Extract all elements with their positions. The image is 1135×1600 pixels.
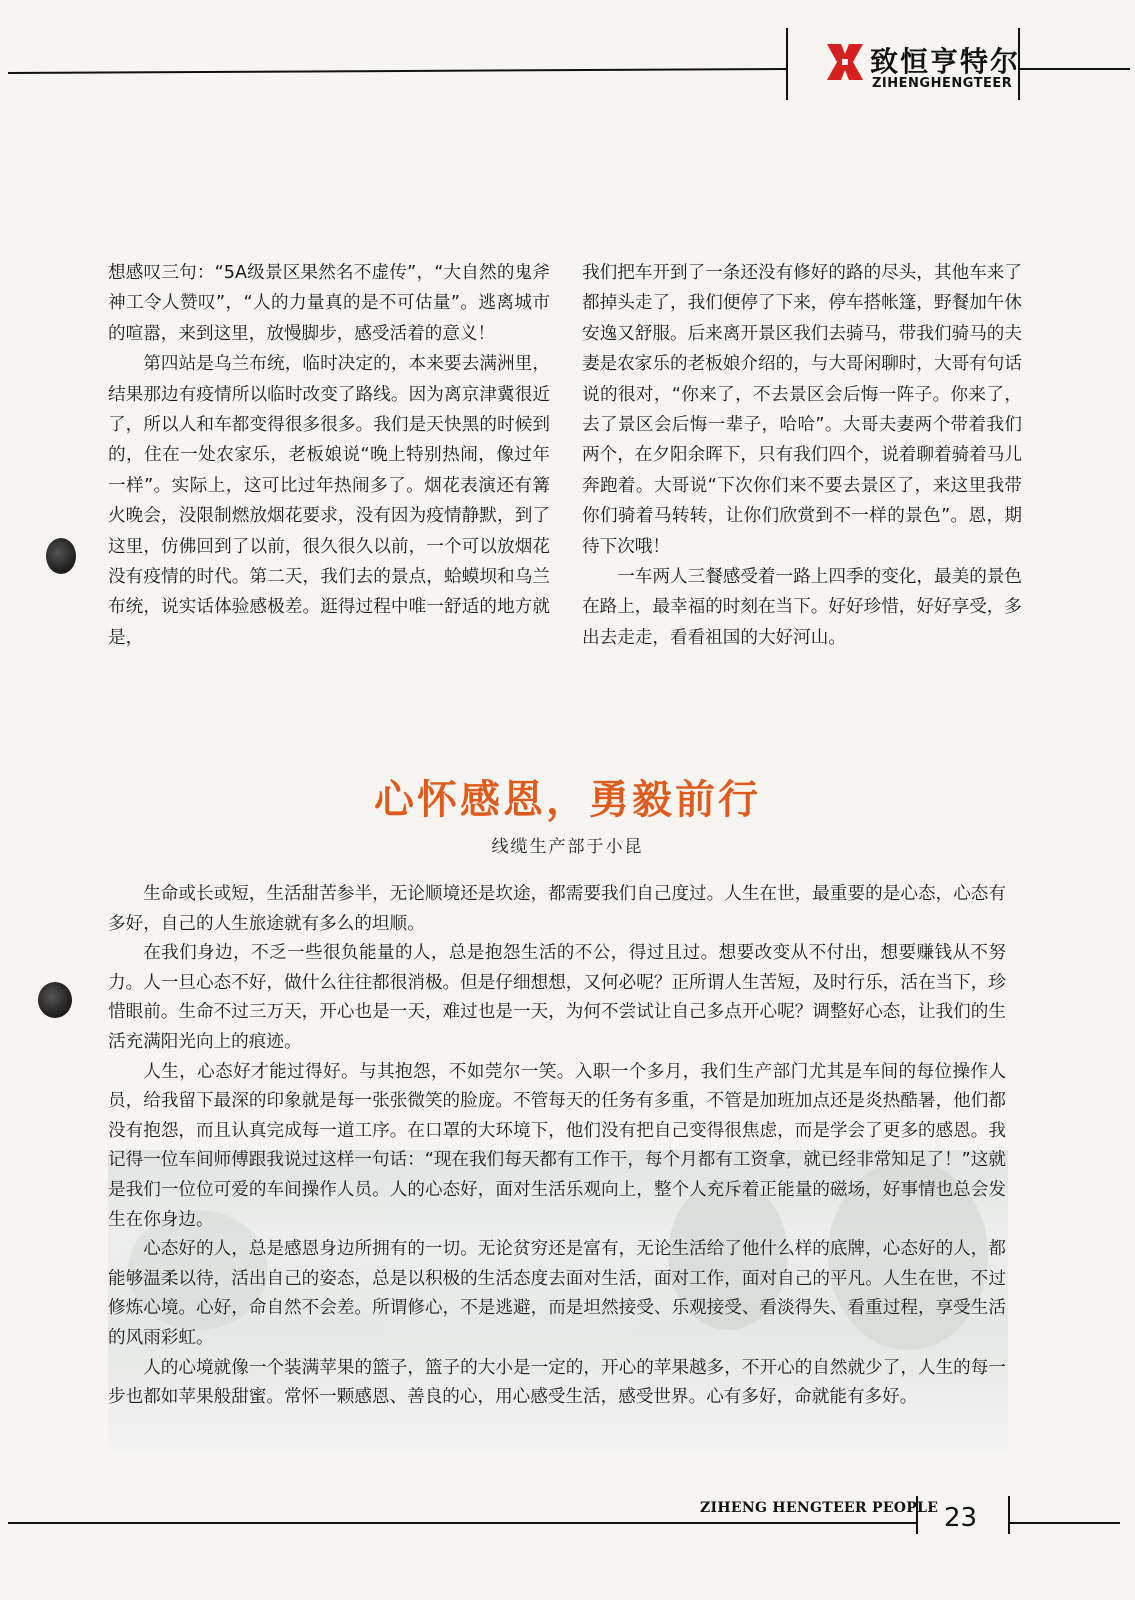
article-column-left bbox=[108, 258, 550, 653]
paragraph: 人的心境就像一个装满苹果的篮子，篮子的大小是一定的，开心的苹果越多，不开心的自然就少了，人生的每一步也都如苹果般甜蜜。常怀一颗感恩、善良的心，用心感受生活，感受世界。心有多好，命就能有多好。 bbox=[108, 1357, 1006, 1408]
article-title: 心怀感恩，勇毅前行 bbox=[374, 776, 761, 823]
header-divider-right bbox=[1018, 28, 1020, 100]
article-byline: 线缆生产部于小昆 bbox=[491, 837, 644, 857]
logo-chinese-name: 致恒亨特尔 bbox=[870, 45, 1021, 78]
paragraph: 人生，心态好才能过得好。与其抱怨，不如莞尔一笑。入职一个多月，我们生产部门尤其是车间的每位操作人员，给我留下最深的印象就是每一张张微笑的脸庞。不管每天的任务有多重，不管是加班加点还是炎热酷暑，他们都没有抱怨，而且认真完成每一道工序。在口罩的大环境下，他们没有把自己变得很焦虑，而是学会了更多的感恩。我记得一位车间师傅跟我说过这样一句话：“现在我们每天都有工作干，每个月都有工资拿，就已经非常知足了！”这就是我们一位位可爱的车间操作人员。人的心态好，面对生活乐观向上，整个人充斥着正能量的磁场，好事情也总会发生在你身边。 bbox=[108, 1061, 1006, 1230]
header-divider-left bbox=[786, 28, 788, 100]
punch-hole-top bbox=[46, 538, 76, 574]
article-column-right bbox=[582, 258, 1022, 653]
header-rule-right bbox=[1020, 68, 1130, 70]
paragraph: 想感叹三句：“5A级景区果然名不虚传”，“大自然的鬼斧神工令人赞叹”，“人的力量真的是不可估量”。逃离城市的喧嚣，来到这里，放慢脚步，感受活着的意义！ bbox=[108, 263, 550, 344]
logo-icon bbox=[827, 44, 863, 80]
paragraph: 心态好的人，总是感恩身边所拥有的一切。无论贫穷还是富有，无论生活给了他什么样的底牌，心态好的人，都能够温柔以待，活出自己的姿态，总是以积极的生活态度去面对生活，面对工作，面对自己的平凡。人生在世，不过修炼心境。心好，命自然不会差。所谓修心，不是逃避，而是坦然接受、乐观接受、看淡得失、看重过程，享受生活的风雨彩虹。 bbox=[108, 1239, 1006, 1348]
magazine-name: ZIHENG HENGTEER PEOPLE bbox=[700, 1500, 939, 1516]
footer-rule-right bbox=[1010, 1522, 1120, 1524]
paragraph: 第四站是乌兰布统，临时决定的，本来要去满洲里，结果那边有疫情所以临时改变了路线。因为离京津冀很近了，所以人和车都变得很多很多。我们是天快黑的时候到的，住在一处农家乐，老板娘说“晚上特别热闹，像过年一样”。实际上，这可比过年热闹多了。烟花表演还有篝火晚会，没限制燃放烟花要求，没有因为疫情静默，到了这里，仿佛回到了以前，很久很久以前，一个可以放烟花没有疫情的时代。第二天，我们去的景点，蛤蟆坝和乌兰布统，说实话体验感极差。逛得过程中唯一舒适的地方就是， bbox=[108, 354, 550, 648]
logo-english-name: ZIHENGHENGTEER bbox=[872, 76, 1013, 91]
header-rule-left bbox=[8, 68, 786, 74]
article-body bbox=[108, 880, 1006, 1413]
footer-divider-left bbox=[916, 1496, 918, 1534]
paragraph: 在我们身边，不乏一些很负能量的人，总是抱怨生活的不公，得过且过。想要改变从不付出，想要赚钱从不努力。人一旦心态不好，做什么往往都很消极。但是仔细想想，又何必呢？正所谓人生苦短，及时行乐，活在当下，珍惜眼前。生命不过三万天，开心也是一天，难过也是一天，为何不尝试让自己多点开心呢？调整好心态，让我们的生活充满阳光向上的痕迹。 bbox=[108, 943, 1006, 1052]
paragraph: 生命或长或短，生活甜苦参半，无论顺境还是坎途，都需要我们自己度过。人生在世，最重要的是心态，心态有多好，自己的人生旅途就有多么的坦顺。 bbox=[108, 884, 1006, 934]
page-number: 23 bbox=[944, 1503, 978, 1533]
footer-divider-right bbox=[1008, 1496, 1010, 1534]
paragraph: 我们把车开到了一条还没有修好的路的尽头，其他车来了都掉头走了，我们便停了下来，停车搭帐篷，野餐加午休安逸又舒服。后来离开景区我们去骑马，带我们骑马的夫妻是农家乐的老板娘介绍的，与大哥闲聊时，大哥有句话说的很对，“你来了，不去景区会后悔一阵子。你来了，去了景区会后悔一辈子，哈哈”。大哥夫妻两个带着我们两个，在夕阳余晖下，只有我们四个，说着聊着骑着马儿奔跑着。大哥说“下次你们来不要去景区了，来这里我带你们骑着马转转，让你们欣赏到不一样的景色”。恩，期待下次哦！ bbox=[582, 263, 1022, 557]
punch-hole-bottom bbox=[38, 982, 72, 1018]
footer-rule-left bbox=[8, 1522, 916, 1524]
paragraph: 一车两人三餐感受着一路上四季的变化，最美的景色在路上，最幸福的时刻在当下。好好珍惜，好好享受，多出去走走，看看祖国的大好河山。 bbox=[582, 567, 1022, 648]
